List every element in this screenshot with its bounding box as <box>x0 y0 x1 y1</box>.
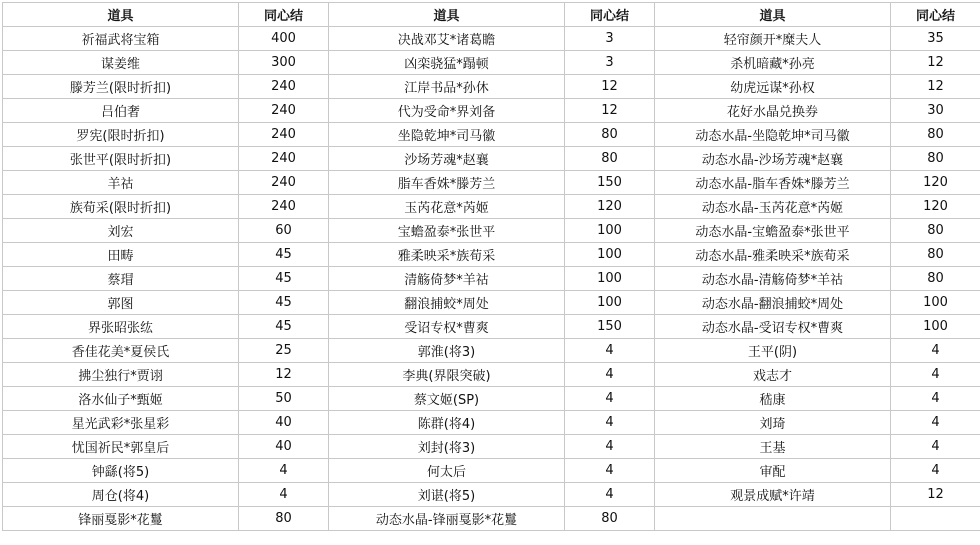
item-name-2: 陈群(将4) <box>329 411 565 435</box>
tongxinjie-value-2: 100 <box>565 219 655 243</box>
tongxinjie-value-2: 100 <box>565 291 655 315</box>
tongxinjie-value-2: 150 <box>565 315 655 339</box>
tongxinjie-value-1: 12 <box>239 363 329 387</box>
header-item-2: 道具 <box>329 3 565 27</box>
tongxinjie-value-2: 80 <box>565 507 655 531</box>
tongxinjie-value-3: 12 <box>891 483 980 507</box>
tongxinjie-value-3: 4 <box>891 435 980 459</box>
tongxinjie-value-3: 80 <box>891 147 980 171</box>
table-row <box>3 411 980 435</box>
tongxinjie-value-1: 240 <box>239 171 329 195</box>
table-row <box>3 315 980 339</box>
item-name-2: 动态水晶-锋丽戛影*花鬘 <box>329 507 565 531</box>
item-name-3: 动态水晶-翻浪捕蛟*周处 <box>655 291 891 315</box>
item-name-2: 受诏专权*曹爽 <box>329 315 565 339</box>
tongxinjie-value-1: 300 <box>239 51 329 75</box>
table-row <box>3 27 980 51</box>
tongxinjie-value-2: 12 <box>565 75 655 99</box>
item-name-2: 刘谌(将5) <box>329 483 565 507</box>
tongxinjie-value-1: 240 <box>239 195 329 219</box>
header-item-3: 道具 <box>655 3 891 27</box>
table-body <box>3 27 980 531</box>
item-name-1: 锋丽戛影*花鬘 <box>3 507 239 531</box>
tongxinjie-value-2: 4 <box>565 459 655 483</box>
item-name-1: 羊祜 <box>3 171 239 195</box>
tongxinjie-value-2: 100 <box>565 243 655 267</box>
table-row <box>3 267 980 291</box>
tongxinjie-value-3: 12 <box>891 75 980 99</box>
tongxinjie-value-1: 240 <box>239 99 329 123</box>
item-name-2: 雅柔映采*族荀采 <box>329 243 565 267</box>
item-name-3: 轻帘颜开*糜夫人 <box>655 27 891 51</box>
item-name-2: 郭淮(将3) <box>329 339 565 363</box>
item-name-2: 代为受命*界刘备 <box>329 99 565 123</box>
tongxinjie-value-1: 240 <box>239 75 329 99</box>
item-name-3: 花好水晶兑换券 <box>655 99 891 123</box>
tongxinjie-value-1: 4 <box>239 483 329 507</box>
item-name-3 <box>655 507 891 531</box>
item-name-2: 脂车香姝*滕芳兰 <box>329 171 565 195</box>
tongxinjie-value-3: 80 <box>891 267 980 291</box>
tongxinjie-value-3: 120 <box>891 195 980 219</box>
item-name-2: 宝蟾盈泰*张世平 <box>329 219 565 243</box>
header-row <box>3 3 980 27</box>
tongxinjie-value-2: 4 <box>565 411 655 435</box>
tongxinjie-value-1: 50 <box>239 387 329 411</box>
tongxinjie-value-2: 4 <box>565 363 655 387</box>
tongxinjie-value-3: 30 <box>891 99 980 123</box>
table-row <box>3 51 980 75</box>
tongxinjie-value-2: 150 <box>565 171 655 195</box>
table-row <box>3 387 980 411</box>
table-row <box>3 195 980 219</box>
item-name-3: 动态水晶-玉芮花意*芮姬 <box>655 195 891 219</box>
tongxinjie-value-3: 12 <box>891 51 980 75</box>
tongxinjie-value-3: 4 <box>891 411 980 435</box>
tongxinjie-value-2: 80 <box>565 123 655 147</box>
table-row <box>3 339 980 363</box>
tongxinjie-value-3: 100 <box>891 291 980 315</box>
item-name-1: 蔡瑁 <box>3 267 239 291</box>
tongxinjie-value-2: 4 <box>565 483 655 507</box>
item-name-1: 星光武彩*张星彩 <box>3 411 239 435</box>
tongxinjie-value-2: 3 <box>565 27 655 51</box>
table-row <box>3 99 980 123</box>
item-name-1: 界张昭张纮 <box>3 315 239 339</box>
header-tongxinjie-1: 同心结 <box>239 3 329 27</box>
item-name-1: 洛水仙子*甄姬 <box>3 387 239 411</box>
table-row <box>3 75 980 99</box>
tongxinjie-value-1: 400 <box>239 27 329 51</box>
tongxinjie-value-3: 80 <box>891 243 980 267</box>
table-row <box>3 483 980 507</box>
header-tongxinjie-3: 同心结 <box>891 3 980 27</box>
tongxinjie-value-1: 45 <box>239 315 329 339</box>
item-name-2: 李典(界限突破) <box>329 363 565 387</box>
header-tongxinjie-2: 同心结 <box>565 3 655 27</box>
table-row <box>3 291 980 315</box>
item-name-2: 刘封(将3) <box>329 435 565 459</box>
item-name-2: 何太后 <box>329 459 565 483</box>
tongxinjie-value-1: 240 <box>239 147 329 171</box>
table-row <box>3 243 980 267</box>
header-item-1: 道具 <box>3 3 239 27</box>
tongxinjie-value-1: 4 <box>239 459 329 483</box>
item-name-3: 刘琦 <box>655 411 891 435</box>
tongxinjie-value-1: 25 <box>239 339 329 363</box>
tongxinjie-value-2: 120 <box>565 195 655 219</box>
item-name-3: 动态水晶-清觞倚梦*羊祜 <box>655 267 891 291</box>
item-name-1: 张世平(限时折扣) <box>3 147 239 171</box>
item-name-3: 动态水晶-受诏专权*曹爽 <box>655 315 891 339</box>
tongxinjie-value-1: 80 <box>239 507 329 531</box>
tongxinjie-value-1: 45 <box>239 267 329 291</box>
item-name-3: 杀机暗藏*孙亮 <box>655 51 891 75</box>
item-name-2: 坐隐乾坤*司马徽 <box>329 123 565 147</box>
item-name-3: 审配 <box>655 459 891 483</box>
tongxinjie-value-2: 80 <box>565 147 655 171</box>
table-row <box>3 123 980 147</box>
item-name-1: 香佳花美*夏侯氏 <box>3 339 239 363</box>
item-name-3: 观景成赋*许靖 <box>655 483 891 507</box>
item-name-3: 王平(阴) <box>655 339 891 363</box>
item-name-1: 谋姜维 <box>3 51 239 75</box>
tongxinjie-value-3: 4 <box>891 387 980 411</box>
item-name-1: 滕芳兰(限时折扣) <box>3 75 239 99</box>
tongxinjie-value-3: 4 <box>891 363 980 387</box>
tongxinjie-value-1: 40 <box>239 435 329 459</box>
table-row <box>3 435 980 459</box>
tongxinjie-value-2: 4 <box>565 339 655 363</box>
item-name-1: 吕伯奢 <box>3 99 239 123</box>
item-name-1: 罗宪(限时折扣) <box>3 123 239 147</box>
item-name-2: 沙场芳魂*赵襄 <box>329 147 565 171</box>
tongxinjie-value-3: 4 <box>891 339 980 363</box>
table-row <box>3 219 980 243</box>
item-name-1: 周仓(将4) <box>3 483 239 507</box>
tongxinjie-value-1: 60 <box>239 219 329 243</box>
tongxinjie-value-3: 35 <box>891 27 980 51</box>
tongxinjie-value-3: 120 <box>891 171 980 195</box>
tongxinjie-value-2: 100 <box>565 267 655 291</box>
item-name-2: 清觞倚梦*羊祜 <box>329 267 565 291</box>
tongxinjie-value-1: 40 <box>239 411 329 435</box>
table-row <box>3 459 980 483</box>
item-name-3: 戏志才 <box>655 363 891 387</box>
table-row <box>3 363 980 387</box>
item-name-2: 翻浪捕蛟*周处 <box>329 291 565 315</box>
item-name-2: 玉芮花意*芮姬 <box>329 195 565 219</box>
item-name-1: 钟繇(将5) <box>3 459 239 483</box>
item-name-2: 决战邓艾*诸葛瞻 <box>329 27 565 51</box>
item-name-1: 族荀采(限时折扣) <box>3 195 239 219</box>
tongxinjie-value-1: 240 <box>239 123 329 147</box>
tongxinjie-value-1: 45 <box>239 243 329 267</box>
item-name-2: 凶栾骁猛*蹋顿 <box>329 51 565 75</box>
tongxinjie-value-3 <box>891 507 980 531</box>
item-name-1: 忧国祈民*郭皇后 <box>3 435 239 459</box>
item-name-3: 动态水晶-雅柔映采*族荀采 <box>655 243 891 267</box>
tongxinjie-value-2: 4 <box>565 387 655 411</box>
item-name-3: 动态水晶-沙场芳魂*赵襄 <box>655 147 891 171</box>
item-name-3: 幼虎远谋*孙权 <box>655 75 891 99</box>
table-row <box>3 147 980 171</box>
table-row <box>3 507 980 531</box>
item-name-3: 王基 <box>655 435 891 459</box>
tongxinjie-value-3: 4 <box>891 459 980 483</box>
tongxinjie-value-2: 4 <box>565 435 655 459</box>
item-name-2: 蔡文姬(SP) <box>329 387 565 411</box>
item-name-2: 江岸书品*孙休 <box>329 75 565 99</box>
item-name-3: 动态水晶-坐隐乾坤*司马徽 <box>655 123 891 147</box>
tongxinjie-value-3: 80 <box>891 123 980 147</box>
item-name-1: 郭图 <box>3 291 239 315</box>
exchange-table <box>2 2 980 531</box>
item-name-1: 祈福武将宝箱 <box>3 27 239 51</box>
table-row <box>3 171 980 195</box>
tongxinjie-value-3: 80 <box>891 219 980 243</box>
item-name-3: 动态水晶-宝蟾盈泰*张世平 <box>655 219 891 243</box>
item-name-3: 嵇康 <box>655 387 891 411</box>
item-name-1: 田畴 <box>3 243 239 267</box>
item-name-1: 刘宏 <box>3 219 239 243</box>
tongxinjie-value-2: 12 <box>565 99 655 123</box>
tongxinjie-value-1: 45 <box>239 291 329 315</box>
item-name-1: 拂尘独行*贾诩 <box>3 363 239 387</box>
tongxinjie-value-2: 3 <box>565 51 655 75</box>
tongxinjie-value-3: 100 <box>891 315 980 339</box>
item-name-3: 动态水晶-脂车香姝*滕芳兰 <box>655 171 891 195</box>
